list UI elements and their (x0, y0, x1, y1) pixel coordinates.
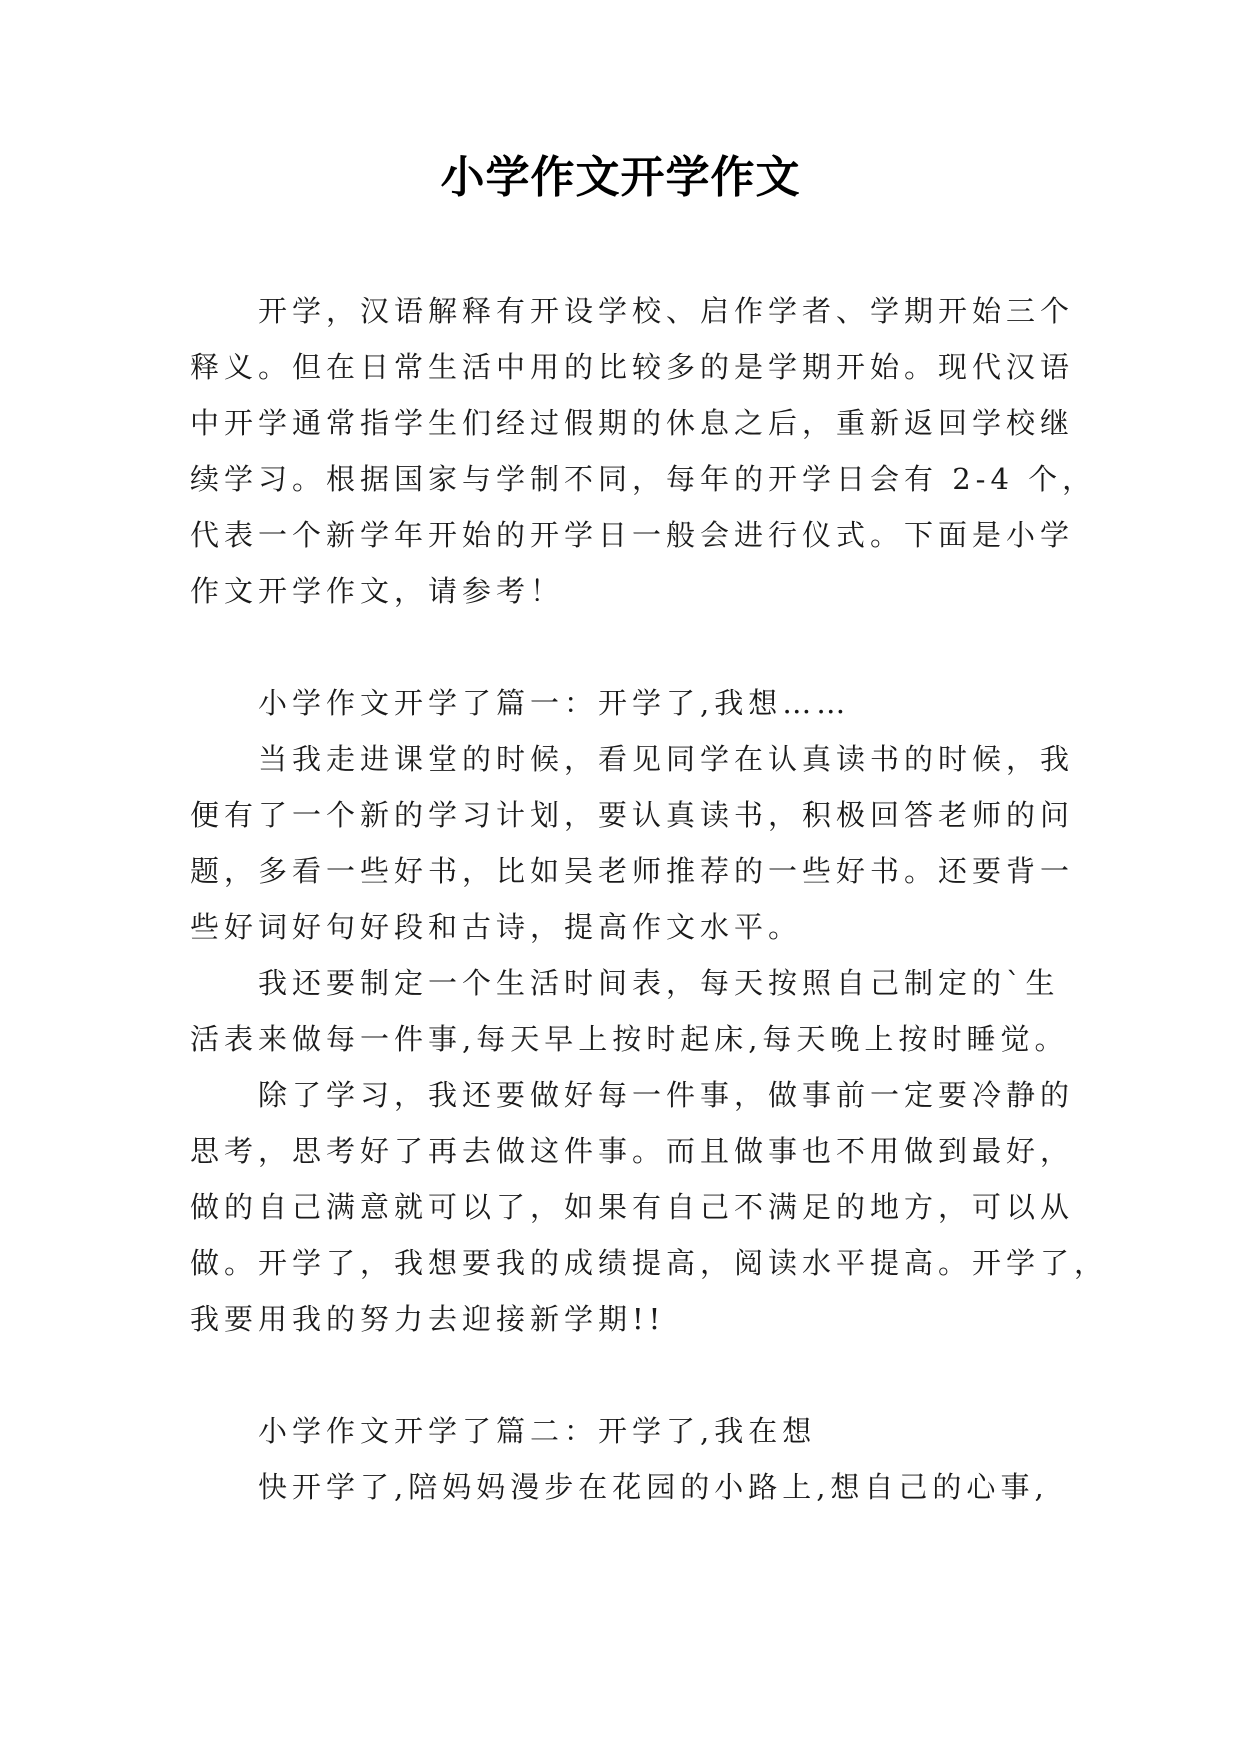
text-line: 做。开学了，我想要我的成绩提高，阅读水平提高。开学了， (190, 1246, 1109, 1280)
text-line: 除了学习，我还要做好每一件事，做事前一定要冷静的 (258, 1078, 1075, 1112)
text-line: 作文开学作文，请参考！ (190, 574, 565, 608)
section-paragraph (190, 1459, 1050, 1515)
section-paragraph (190, 731, 1075, 955)
text-line: 我要用我的努力去迎接新学期!! (190, 1302, 666, 1336)
section-gap (190, 1347, 1050, 1403)
text-line: 思考，思考好了再去做这件事。而且做事也不用做到最好， (190, 1134, 1075, 1168)
text-line: 做的自己满意就可以了，如果有自己不满足的地方，可以从 (190, 1190, 1075, 1224)
text-line: 些好词好句好段和古诗，提高作文水平。 (190, 910, 803, 944)
section-two (190, 1403, 1050, 1515)
text-line: 便有了一个新的学习计划，要认真读书，积极回答老师的问 (190, 798, 1075, 832)
intro-paragraph (190, 283, 1097, 619)
text-line: 我还要制定一个生活时间表，每天按照自己制定的`生 (258, 966, 1060, 1000)
section-paragraph (190, 1067, 1109, 1347)
text-line: 活表来做每一件事,每天早上按时起床,每天晚上按时睡觉。 (190, 1022, 1069, 1056)
text-line: 中开学通常指学生们经过假期的休息之后，重新返回学校继 (190, 406, 1075, 440)
text-line: 代表一个新学年开始的开学日一般会进行仪式。下面是小学 (190, 518, 1075, 552)
section-paragraph (190, 955, 1069, 1067)
text-line: 续学习。根据国家与学制不同，每年的开学日会有 2-4 个， (190, 462, 1097, 496)
text-line: 快开学了,陪妈妈漫步在花园的小路上,想自己的心事, (258, 1470, 1049, 1504)
section-one (190, 675, 1109, 1347)
document-body (190, 283, 1109, 1515)
text-line: 题，多看一些好书，比如吴老师推荐的一些好书。还要背一 (190, 854, 1075, 888)
text-line: 释义。但在日常生活中用的比较多的是学期开始。现代汉语 (190, 350, 1075, 384)
text-line: 当我走进课堂的时候，看见同学在认真读书的时候，我 (258, 742, 1075, 776)
section-gap (190, 619, 1050, 675)
text-line: 开学，汉语解释有开设学校、启作学者、学期开始三个 (258, 294, 1075, 328)
section-heading: 小学作文开学了篇二：开学了,我在想 (258, 1414, 817, 1448)
section-heading: 小学作文开学了篇一：开学了,我想…… (258, 686, 851, 720)
document-title: 小学作文开学作文 (440, 152, 801, 203)
